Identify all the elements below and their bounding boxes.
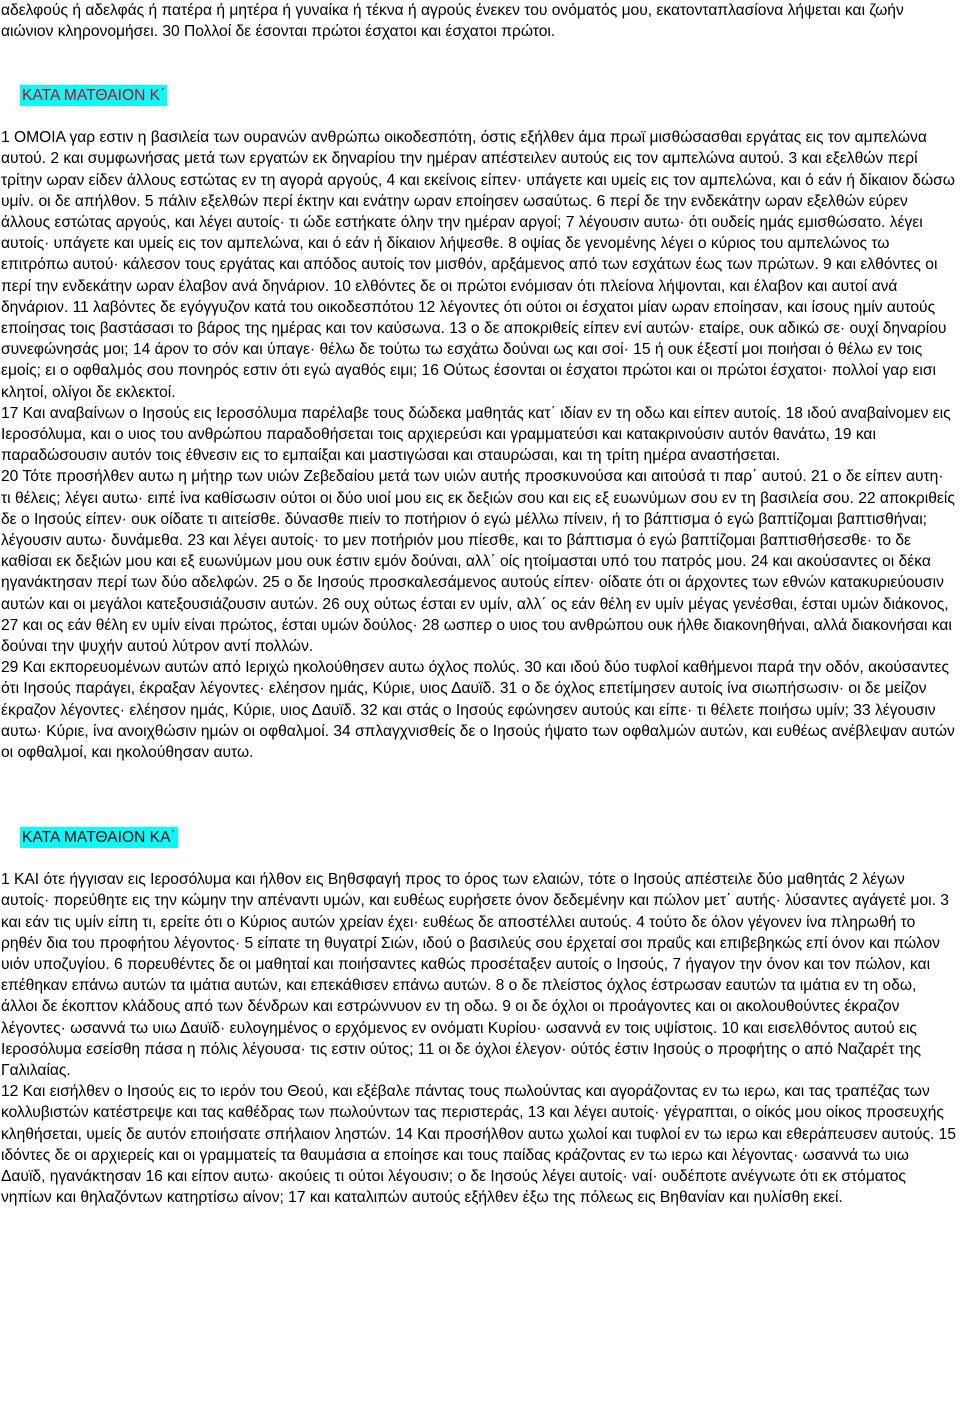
blank-line — [0, 106, 960, 127]
blank-line — [0, 763, 960, 784]
chapter-20-heading: ΚΑΤΑ ΜΑΤΘΑΙΟΝ Κ΄ — [20, 85, 167, 106]
blank-line — [0, 848, 960, 869]
chapter-21-heading-row — [0, 827, 960, 848]
blank-line — [0, 64, 960, 85]
blank-line — [0, 42, 960, 63]
chapter-21-paragraph-1: 1 ΚΑΙ ότε ήγγισαν εις Ιεροσόλυμα και ήλθον εις Βηθσφαγή προς το όρος των ελαιών, τότε ο Ιησούς απέστειλε δύο μαθητάς 2 λέγων αυτοίς· πορεύθητε εις την κώμην την απέναντι υμών, και ευθέως ευρήσετε όνον δεδεμένην και πώλον μετ΄ αυτής· λύσαντες αγάγετέ μοι. 3 και εάν τις υμίν είπη τι, ερείτε ότι ο Κύριος αυτών χρείαν έχει· ευθέως δε αποστέλλει αυτούς. 4 τούτο δε όλον γέγονεν ίνα πληρωθή το ρηθέν δια του προφήτου λέγοντος· 5 είπατε τη θυγατρί Σιών, ιδού ο βασιλεύς σου έρχεταί σοι πραΰς και επιβεβηκώς επί όνον και πώλον υιόν υποζυγίου. 6 πορευθέντες δε οι μαθηταί και ποιήσαντες καθώς προσέταξεν αυτοίς ο Ιησούς, 7 ήγαγον την όνον και τον πώλον, και επέθηκαν επάνω αυτών τα ιμάτια αυτών, και επεκάθισεν επάνω αυτών. 8 ο δε πλείστος όχλος έστρωσαν εαυτών τα ιμάτια εν τη οδω, άλλοι δε έκοπτον κλάδους από των δένδρων και εστρώννυον εν τη οδω. 9 οι δε όχλοι οι προάγοντες και οι ακολουθούντες έκραζον λέγοντες· ωσαννά τω υιω Δαυϊδ· ευλογημένος ο ερχόμενος εν ονόματι Κυρίου· ωσαννά εν τοις υψίστοις. 10 και εισελθόντος αυτού εις Ιεροσόλυμα εσείσθη πάσα η πόλις λέγουσα· τις εστιν ούτος; 11 οι δε όχλοι έλεγον· ούτός έστιν Ιησούς ο προφήτης ο από Ναζαρέτ της Γαλιλαίας. — [1, 871, 949, 1080]
chapter-21-heading: ΚΑΤΑ ΜΑΤΘΑΙΟΝ ΚΑ΄ — [20, 827, 178, 848]
chapter-20-paragraph-3: 20 Τότε προσήλθεν αυτω η μήτηρ των υιών Ζεβεδαίου μετά των υιών αυτής προσκυνούσα και αιτούσά τι παρ΄ αυτού. 21 ο δε είπεν αυτη· τι θέλεις; λέγει αυτω· ειπέ ίνα καθίσωσιν ούτοι οι δύο υιοί μου εις εκ δεξιών σου και εις εξ ευωνύμων σου εν τη βασιλεία σου. 22 αποκριθείς δε ο Ιησούς είπεν· ουκ οίδατε τι αιτείσθε. δύνασθε πιείν το ποτήριον ό εγώ μέλλω πίνειν, ή το βάπτισμα ό εγώ βαπτίζομαι βαπτισθήναι; λέγουσιν αυτω· δυνάμεθα. 23 και λέγει αυτοίς· το μεν ποτήριόν μου πίεσθε, και το βάπτισμα ό εγώ βαπτίζομαι βαπτισθήσεσθε· το δε καθίσαι εκ δεξιών μου και εξ ευωνύμων μου ουκ έστιν εμόν δούναι, αλλ΄ οίς ητοίμασται υπό του πατρός μου. 24 και ακούσαντες οι δέκα ηγανάκτησαν περί των δύο αδελφών. 25 ο δε Ιησούς προσκαλεσάμενος αυτούς είπεν· οίδατε ότι οι άρχοντες των εθνών κατακυριεύουσιν αυτών και οι μεγάλοι κατεξουσιάζουσιν αυτών. 26 ουχ ούτως έσται εν υμίν, αλλ΄ ος εάν θέλη εν υμίν μέγας γενέσθαι, έσται υμών διάκονος, 27 και ος εάν θέλη εν υμίν είναι πρώτος, έσται υμών δούλος· 28 ωσπερ ο υιος του ανθρώπου ουκ ήλθε διακονηθήναι, αλλά διακονήσαι και δούναι την ψυχήν αυτού λύτρον αντί πολλών. — [1, 468, 955, 656]
chapter-20-paragraph-4: 29 Και εκπορευομένων αυτών από Ιεριχώ ηκολούθησεν αυτω όχλος πολύς. 30 και ιδού δύο τυφλοί καθήμενοι παρά την οδόν, ακούσαντες ότι Ιησούς παράγει, έκραξαν λέγοντες· ελέησον ημάς, Κύριε, υιος Δαυϊδ. 31 ο δε όχλος επετίμησεν αυτοίς ίνα σιωπήσωσιν· οι δε μείζον έκραζον λέγοντες· ελέησον ημάς, Κύριε, υιος Δαυϊδ. 32 και στάς ο Ιησούς εφώνησεν αυτούς και είπε· τι θέλετε ποιήσω υμίν; 33 λέγουσιν αυτω· Κύριε, ίνα ανοιχθώσιν ημών οι οφθαλμοί. 34 σπλαγχνισθείς δε ο Ιησούς ήψατο των οφθαλμών αυτών, και ευθέως ανέβλεψαν αυτών οι οφθαλμοί, και ηκολούθησαν αυτω. — [1, 659, 955, 762]
chapter-20-paragraph-1: 1 ΟΜΟΙΑ γαρ εστιν η βασιλεία των ουρανών ανθρώπω οικοδεσπότη, όστις εξήλθεν άμα πρωϊ μισθώσασθαι εργάτας εις τον αμπελώνα αυτού. 2 και συμφωνήσας μετά των εργατών εκ δηναρίου την ημέραν απέστειλεν αυτούς εις τον αμπελώνα αυτού. 3 και εξελθών περί τρίτην ωραν είδεν άλλους εστώτας εν τη αγορά αργούς, 4 και εκείνοις είπεν· υπάγετε και υμείς εις τον αμπελώνα, και ό εάν ή δίκαιον δώσω υμίν. οι δε απήλθον. 5 πάλιν εξελθών περί έκτην και ενάτην ωραν εποίησεν ωσαύτως. 6 περί δε την ενδεκάτην ωραν εξελθών εύρεν άλλους εστώτας αργούς, και λέγει αυτοίς· τι ώδε εστήκατε όλην την ημέραν αργοί; 7 λέγουσιν αυτω· ότι ουδείς ημάς εμισθώσατο. λέγει αυτοίς· υπάγετε και υμείς εις τον αμπελώνα, και ό εάν ή δίκαιον λήψεσθε. 8 οψίας δε γενομένης λέγει ο κύριος του αμπελώνος τω επιτρόπω αυτού· κάλεσον τους εργάτας και απόδος αυτοίς τον μισθόν, αρξάμενος από των εσχάτων έως των πρώτων. 9 και ελθόντες οι περί την ενδεκάτην ωραν έλαβον ανά δηνάριον. 10 ελθόντες δε οι πρώτοι ενόμισαν ότι πλείονα λήψονται, και έλαβον και αυτοί ανά δηνάριον. 11 λαβόντες δε εγόγγυζον κατά του οικοδεσπότου 12 λέγοντες ότι ούτοι οι έσχατοι μίαν ωραν εποίησαν, και ίσους ημίν αυτούς εποίησας τοις βαστάσασι το βάρος της ημέρας και τον καύσωνα. 13 ο δε αποκριθείς είπεν ενί αυτών· εταίρε, ουκ αδικώ σε· ουχί δηναρίου συνεφώνησάς μοι; 14 άρον το σόν και ύπαγε· θέλω δε τούτω τω εσχάτω δούναι ως και σοί· 15 ή ουκ έξεστί μοι ποιήσαι ό θέλω εν τοις εμοίς; ει ο οφθαλμός σου πονηρός εστιν ότι εγώ αγαθός ειμι; 16 Ούτως έσονται οι έσχατοι πρώτοι και οι πρώτοι έσχατοι· πολλοί γαρ εισι κλητοί, ολίγοι δε εκλεκτοί. — [1, 129, 955, 401]
chapter-20-paragraph-2: 17 Και αναβαίνων ο Ιησούς εις Ιεροσόλυμα παρέλαβε τους δώδεκα μαθητάς κατ΄ ιδίαν εν τη οδω και είπεν αυτοίς. 18 ιδού αναβαίνομεν εις Ιεροσόλυμα, και ο υιος του ανθρώπου παραδοθήσεται τοις αρχιερεύσι και γραμματεύσι και κατακρινούσιν αυτόν θανάτω, 19 και παραδώσουσιν αυτόν τοις έθνεσιν εις το εμπαίξαι και μαστιγώσαι και σταυρώσαι, και τη τρίτη ημέρα αναστήσεται. — [1, 404, 951, 465]
blank-line — [0, 784, 960, 805]
chapter-20-heading-row — [0, 85, 960, 106]
blank-line — [0, 806, 960, 827]
chapter-21-paragraph-2: 12 Και εισήλθεν ο Ιησούς εις το ιερόν του Θεού, και εξέβαλε πάντας τους πωλούντας και αγοράζοντας εν τω ιερω, και τας τραπέζας των κολλυβιστών κατέστρεψε και τας καθέδρας των πωλούντων τας περιστεράς, 13 και λέγει αυτοίς· γέγραπται, ο οίκός μου οίκος προσευχής κληθήσεται, υμείς δε αυτόν εποιήσατε σπήλαιον ληστών. 14 Και προσήλθον αυτω χωλοί και τυφλοί εν τω ιερω και εθεράπευσεν αυτούς. 15 ιδόντες δε οι αρχιερείς και οι γραμματείς τα θαυμάσια α εποίησε και τους παίδας κράζοντας εν τω ιερω και λέγοντας· ωσαννά τω υιω Δαυϊδ, ηγανάκτησαν 16 και είπον αυτω· ακούεις τι ούτοι λέγουσιν; ο δε Ιησούς λέγει αυτοίς· ναί· ουδέποτε ανέγνωτε ότι εκ στόματος νηπίων και θηλαζόντων κατηρτίσω αίνον; 17 και καταλιπών αυτούς εξήλθεν έξω της πόλεως εις Βηθανίαν και ηυλίσθη εκεί. — [1, 1083, 957, 1207]
intro-paragraph: αδελφούς ή αδελφάς ή πατέρα ή μητέρα ή γυναίκα ή τέκνα ή αγρούς ένεκεν του ονόματός μου, εκατονταπλασίονα λήψεται και ζωήν αιώνιον κληρονομήσει. 30 Πολλοί δε έσονται πρώτοι έσχατοι και έσχατοι πρώτοι. — [1, 2, 904, 41]
